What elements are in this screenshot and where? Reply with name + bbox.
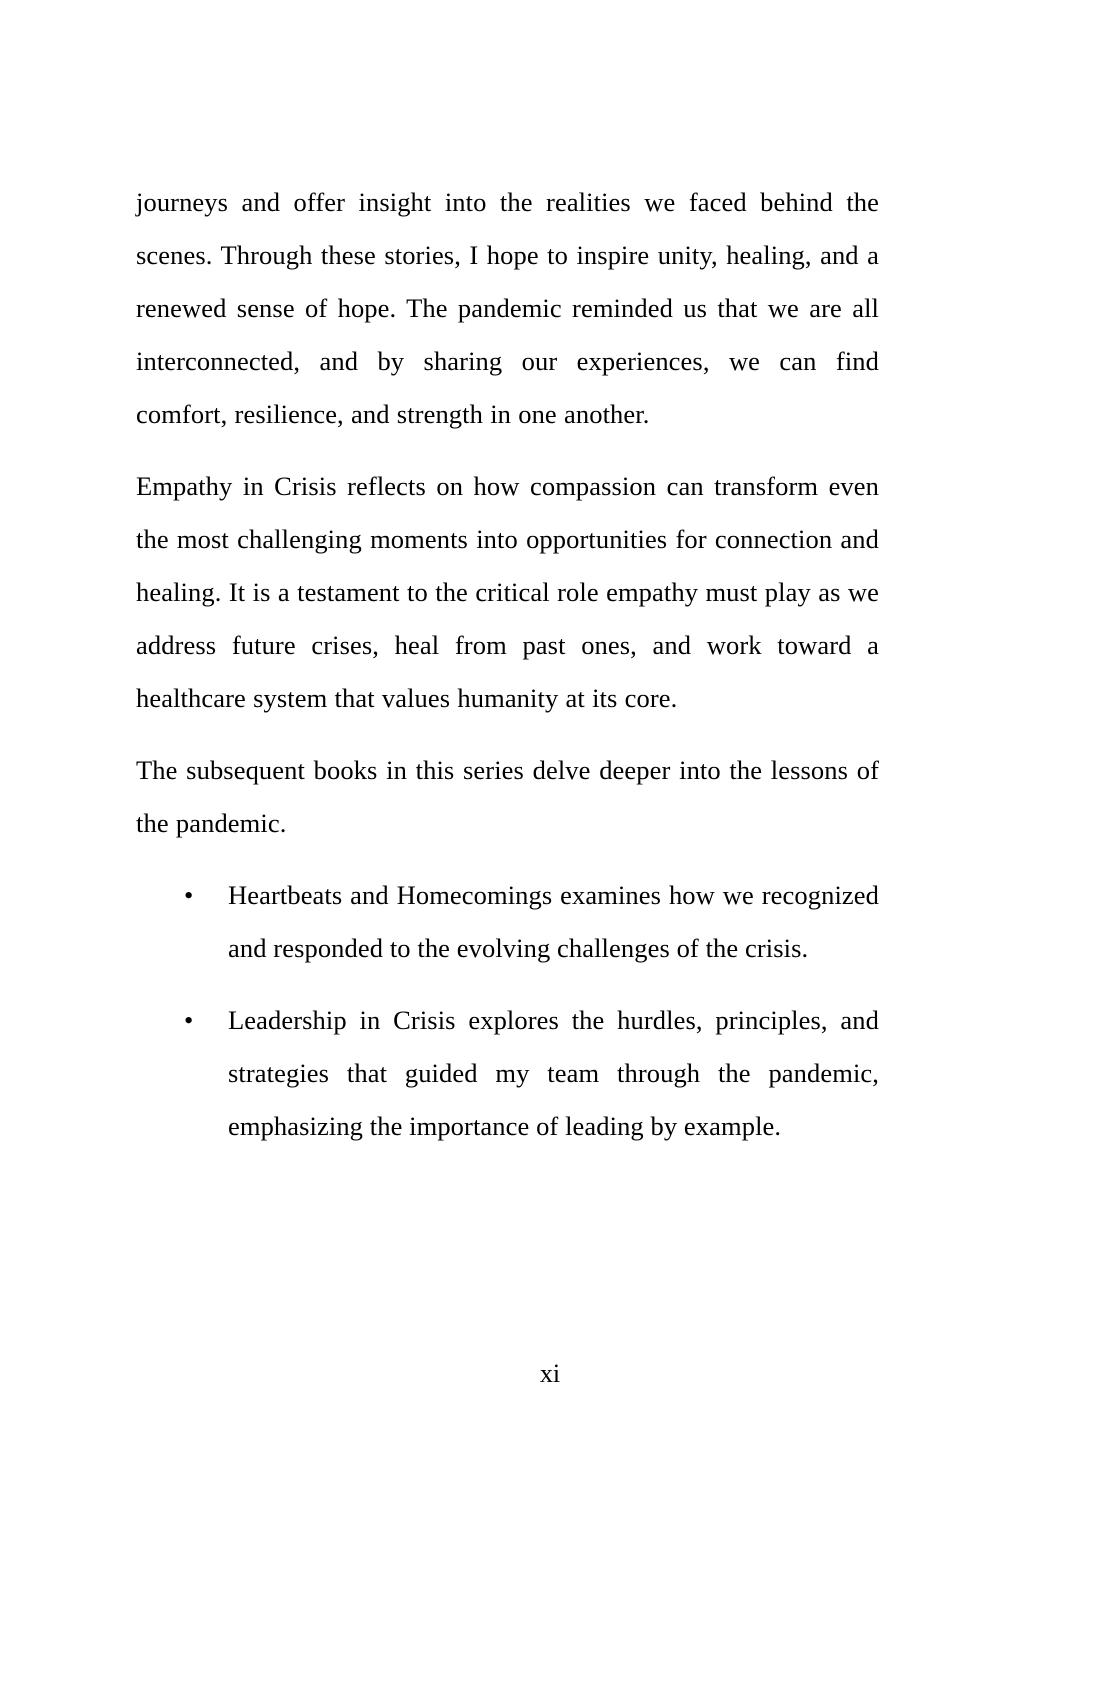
paragraph-subsequent-books: The subsequent books in this series delve deeper into the lessons of the pandemic.	[136, 755, 879, 838]
bullet-icon: •	[184, 880, 194, 910]
list-item	[136, 994, 879, 1153]
page-number: xi	[539, 1359, 561, 1388]
page-body-text	[136, 176, 879, 1153]
list-item-label: Leadership in Crisis explores the hurdles, principles, and strategies that guided my team through the pandemic, emphasizing the importance of leading by example.	[228, 1005, 879, 1141]
paragraph-gap	[136, 850, 879, 869]
list-item-label: Heartbeats and Homecomings examines how we recognized and responded to the evolving challenges of the crisis.	[228, 880, 879, 963]
paragraph-gap	[136, 441, 879, 460]
book-series-list	[136, 869, 879, 1153]
paragraph-empathy-in-crisis: Empathy in Crisis reflects on how compassion can transform even the most challenging moments into opportunities for connection and healing. It is a testament to the critical role empathy must play as we address future crises, heal from past ones, and work toward a healthcare system that values humanity at its core.	[136, 471, 879, 713]
list-item	[136, 869, 879, 975]
paragraph-continuation: journeys and offer insight into the realities we faced behind the scenes. Through these stories, I hope to inspire unity, healing, and a renewed sense of hope. The pandemic reminded us that we are all interconnected, and by sharing our experiences, we can find comfort, resilience, and strength in one another.	[136, 187, 879, 429]
paragraph-gap	[136, 725, 879, 744]
bullet-icon: •	[184, 1005, 194, 1035]
